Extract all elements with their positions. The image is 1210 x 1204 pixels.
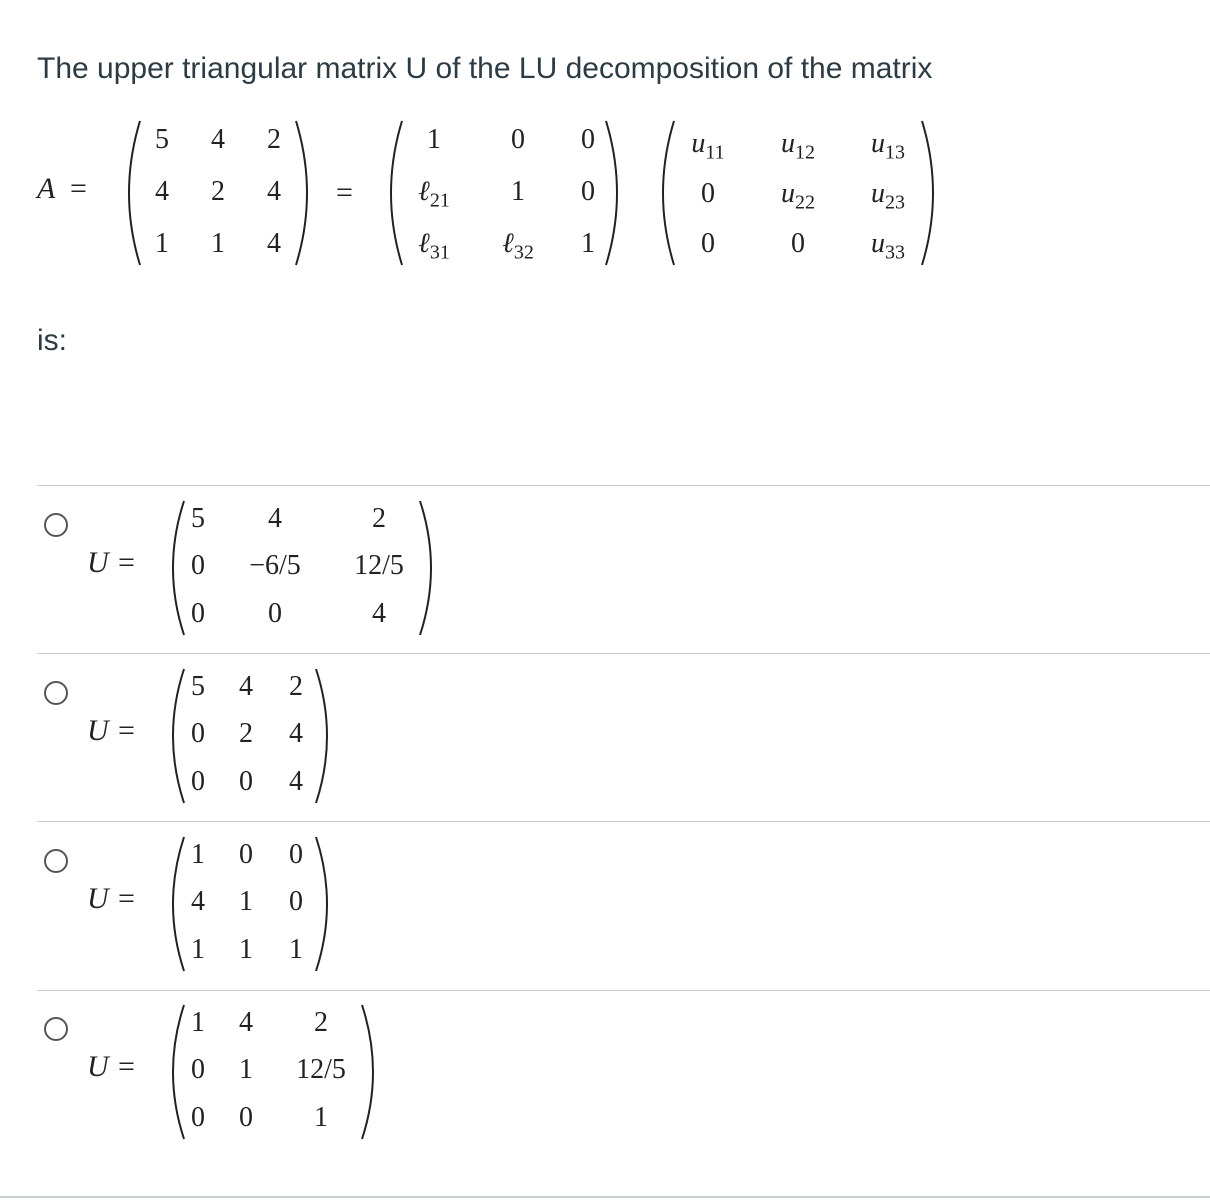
option-matrix-cell: 4 [191,886,205,917]
divider [0,1196,1210,1198]
equals-sign: = [336,176,353,209]
right-paren [310,834,340,974]
option-matrix-cell: 1 [239,934,253,965]
matrix-l-cell: ℓ$_{32}$ [502,228,534,264]
matrix-u-cell: $u_{11}$ [691,128,725,164]
option-matrix-cell: 0 [191,1102,205,1133]
matrix-a-cell: 4 [267,176,281,207]
option-matrix-cell: −6/5 [249,550,301,581]
option-matrix-cell: 1 [289,934,303,965]
option-matrix-cell: 0 [239,1102,253,1133]
lhs-variable: A [37,172,56,205]
matrix-a-cell: 1 [155,228,169,259]
right-paren [290,118,320,268]
option-matrix-cell: 12/5 [354,550,404,581]
option-matrix-cell: 4 [239,1007,253,1038]
matrix-a-cell: 2 [267,124,281,155]
radio-button[interactable] [44,681,68,705]
question-suffix: is: [37,324,67,357]
answer-option[interactable] [37,991,1210,1196]
matrix-u-cell: 0 [701,178,715,209]
matrix-l-cell: 0 [581,176,595,207]
option-label: U = [87,1050,137,1083]
option-matrix-cell: 0 [191,1054,205,1085]
matrix-l-cell: 0 [511,124,525,155]
right-paren [600,118,630,268]
option-matrix-cell: 0 [191,766,205,797]
option-label: U = [87,714,137,747]
option-matrix-cell: 1 [239,886,253,917]
matrix-a-cell: 4 [155,176,169,207]
option-matrix-cell: 4 [268,503,282,534]
option-matrix-cell: 0 [289,839,303,870]
radio-button[interactable] [44,1017,68,1041]
right-paren [310,666,340,806]
option-matrix-cell: 0 [191,550,205,581]
matrix-u-cell: $u_{33}$ [871,228,905,264]
matrix-u-cell: $u_{22}$ [781,178,815,214]
option-matrix-cell: 0 [191,598,205,629]
matrix-l-cell: ℓ$_{31}$ [418,228,450,264]
option-matrix-cell: 5 [191,503,205,534]
option-matrix-cell: 4 [239,671,253,702]
answer-option[interactable] [37,654,1210,820]
answer-option[interactable] [37,822,1210,989]
option-matrix-cell: 2 [314,1007,328,1038]
matrix-u-cell: 0 [701,228,715,259]
option-matrix-cell: 2 [239,718,253,749]
option-matrix-cell: 1 [314,1102,328,1133]
option-matrix-cell: 0 [268,598,282,629]
left-paren [378,118,408,268]
option-label: U = [87,546,137,579]
question-text: The upper triangular matrix U of the LU decomposition of the matrix [37,52,933,85]
option-matrix-cell: 1 [191,839,205,870]
left-paren [116,118,146,268]
matrix-a-cell: 2 [211,176,225,207]
matrix-a-cell: 4 [211,124,225,155]
option-matrix-cell: 2 [372,503,386,534]
option-matrix-cell: 1 [191,934,205,965]
option-matrix-cell: 0 [289,886,303,917]
matrix-u-cell: 0 [791,228,805,259]
option-matrix-cell: 0 [239,766,253,797]
option-label: U = [87,882,137,915]
matrix-u-cell: $u_{23}$ [871,178,905,214]
matrix-l-cell: 1 [581,228,595,259]
option-matrix-cell: 4 [289,718,303,749]
option-matrix-cell: 1 [191,1007,205,1038]
option-matrix-cell: 5 [191,671,205,702]
matrix-u-cell: $u_{12}$ [781,128,815,164]
option-matrix-cell: 1 [239,1054,253,1085]
option-matrix-cell: 0 [191,718,205,749]
option-matrix-cell: 2 [289,671,303,702]
radio-button[interactable] [44,513,68,537]
left-paren [650,118,680,268]
equals-sign: = [70,172,87,205]
matrix-l-cell: 1 [511,176,525,207]
right-paren [356,1002,386,1142]
matrix-u-cell: $u_{13}$ [871,128,905,164]
matrix-l-cell: 1 [427,124,441,155]
right-paren [414,498,444,638]
matrix-l-cell: 0 [581,124,595,155]
matrix-a-cell: 4 [267,228,281,259]
matrix-a-cell: 1 [211,228,225,259]
option-matrix-cell: 12/5 [296,1054,346,1085]
option-matrix-cell: 4 [372,598,386,629]
answer-option[interactable] [37,486,1210,652]
option-matrix-cell: 4 [289,766,303,797]
matrix-a-cell: 5 [155,124,169,155]
radio-button[interactable] [44,849,68,873]
matrix-l-cell: ℓ$_{21}$ [418,176,450,212]
option-matrix-cell: 0 [239,839,253,870]
right-paren [916,118,946,268]
